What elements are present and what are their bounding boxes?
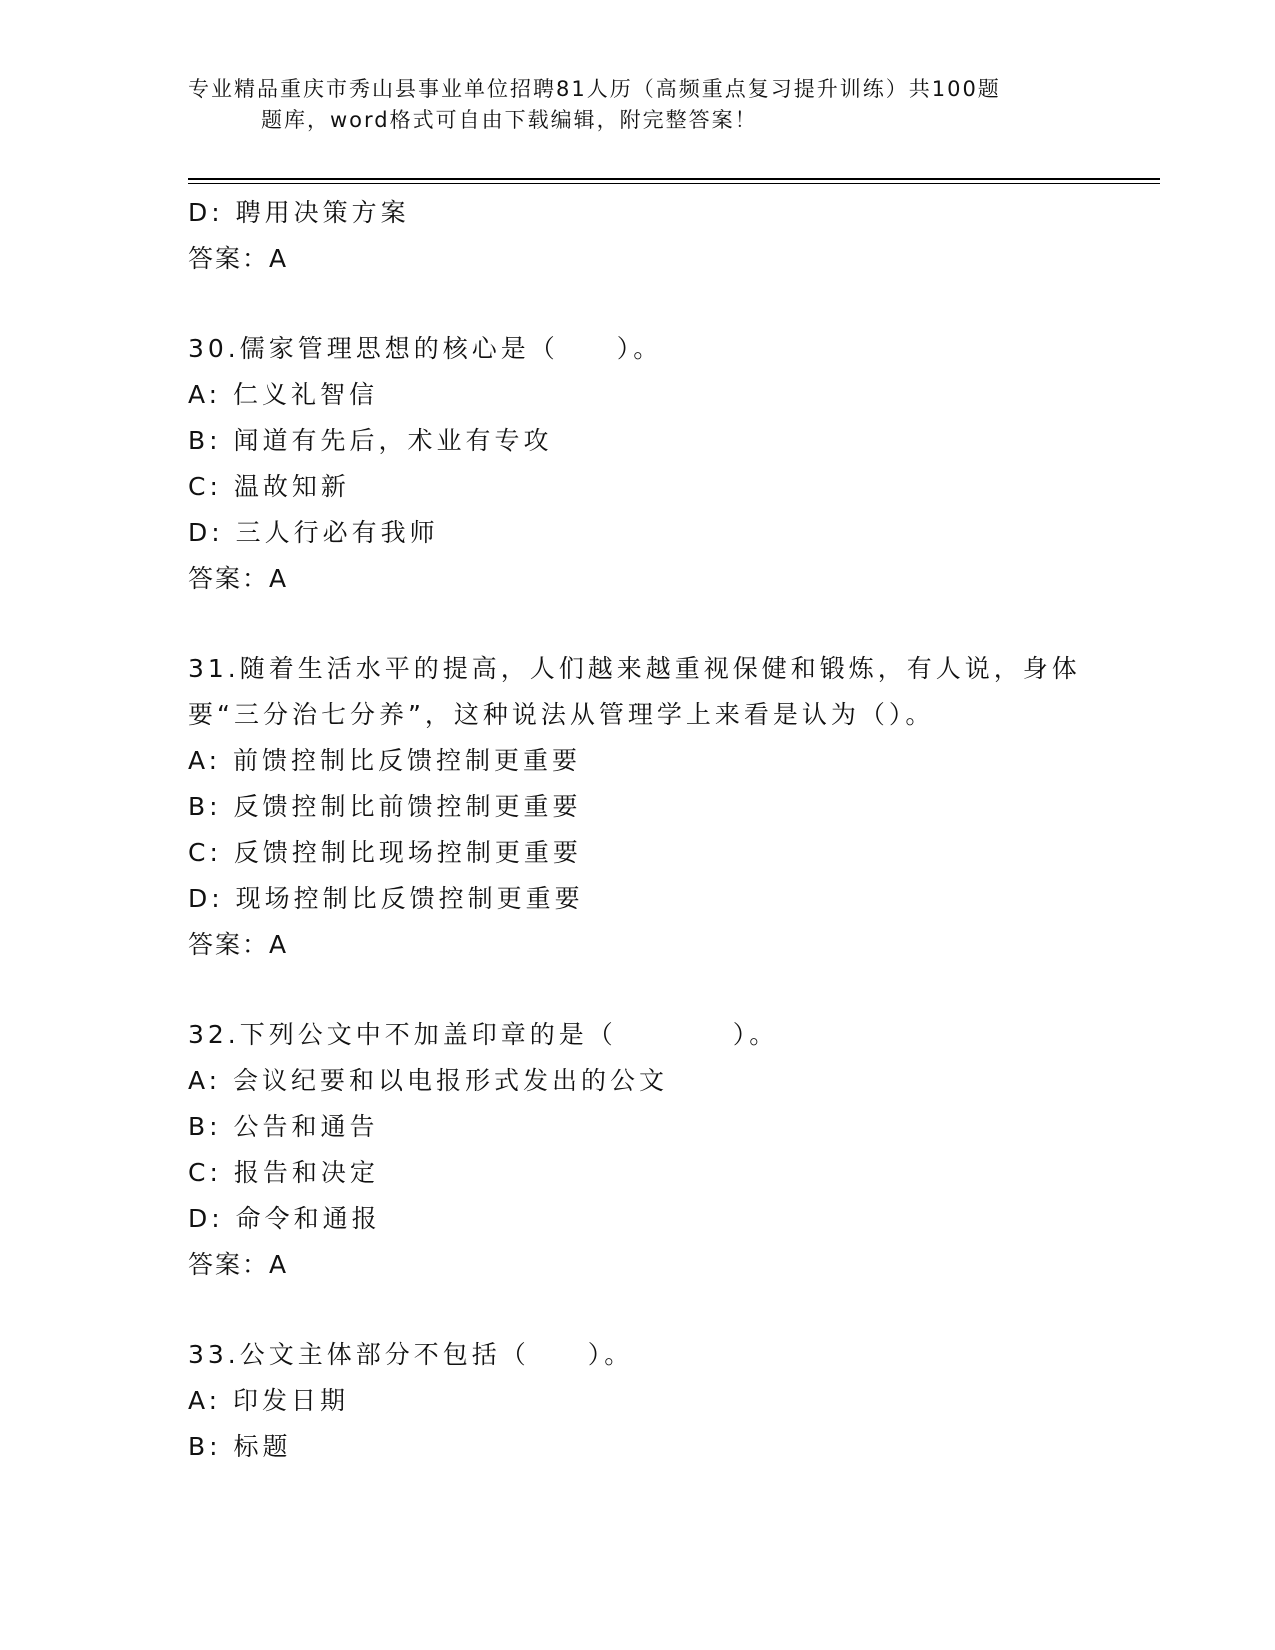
prev-question-option-d: D: 聘用决策方案 — [188, 198, 410, 227]
question-32-option-c: C: 报告和决定 — [188, 1158, 379, 1187]
question-32-option-d: D: 命令和通报 — [188, 1204, 381, 1233]
header-title-line2: 题库，word格式可自由下载编辑，附完整答案！ — [261, 108, 758, 132]
question-33-option-b: B: 标题 — [188, 1432, 292, 1461]
question-33-option-a: A: 印发日期 — [188, 1386, 350, 1415]
spacer — [188, 282, 1088, 326]
question-33 — [188, 1332, 1088, 1470]
question-33-text: 33.公文主体部分不包括（ ）。 — [188, 1340, 634, 1369]
question-32-answer: 答案：A — [188, 1250, 289, 1279]
question-list — [188, 190, 1088, 1470]
question-31-option-b: B: 反馈控制比前馈控制更重要 — [188, 792, 582, 821]
spacer — [188, 968, 1088, 1012]
question-32-option-a: A: 会议纪要和以电报形式发出的公文 — [188, 1066, 669, 1095]
question-31-option-a: A: 前馈控制比反馈控制更重要 — [188, 746, 582, 775]
question-30-text: 30.儒家管理思想的核心是（ ）。 — [188, 334, 663, 363]
question-30 — [188, 326, 1088, 602]
spacer — [188, 602, 1088, 646]
question-30-option-c: C: 温故知新 — [188, 472, 350, 501]
prev-question-answer: 答案：A — [188, 244, 289, 273]
document-header — [188, 74, 1088, 136]
question-32 — [188, 1012, 1088, 1288]
spacer — [188, 1288, 1088, 1332]
question-30-option-d: D: 三人行必有我师 — [188, 518, 439, 547]
question-31-text-line1: 31.随着生活水平的提高，人们越来越重视保健和锻炼，有人说，身体 — [188, 654, 1081, 683]
question-30-option-a: A: 仁义礼智信 — [188, 380, 379, 409]
question-32-option-b: B: 公告和通告 — [188, 1112, 379, 1141]
question-31-option-d: D: 现场控制比反馈控制更重要 — [188, 884, 584, 913]
question-32-text: 32.下列公文中不加盖印章的是（ ）。 — [188, 1020, 779, 1049]
question-31-option-c: C: 反馈控制比现场控制更重要 — [188, 838, 582, 867]
header-divider-thick — [188, 178, 1160, 180]
question-30-option-b: B: 闻道有先后，术业有专攻 — [188, 426, 553, 455]
question-31 — [188, 646, 1088, 968]
question-31-text-line2: 要“三分治七分养”，这种说法从管理学上来看是认为（）。 — [188, 700, 935, 729]
question-30-answer: 答案：A — [188, 564, 289, 593]
header-divider-thin — [188, 183, 1160, 184]
header-title-line1: 专业精品重庆市秀山县事业单位招聘81人历（高频重点复习提升训练）共100题 — [188, 77, 1001, 101]
question-31-answer: 答案：A — [188, 930, 289, 959]
